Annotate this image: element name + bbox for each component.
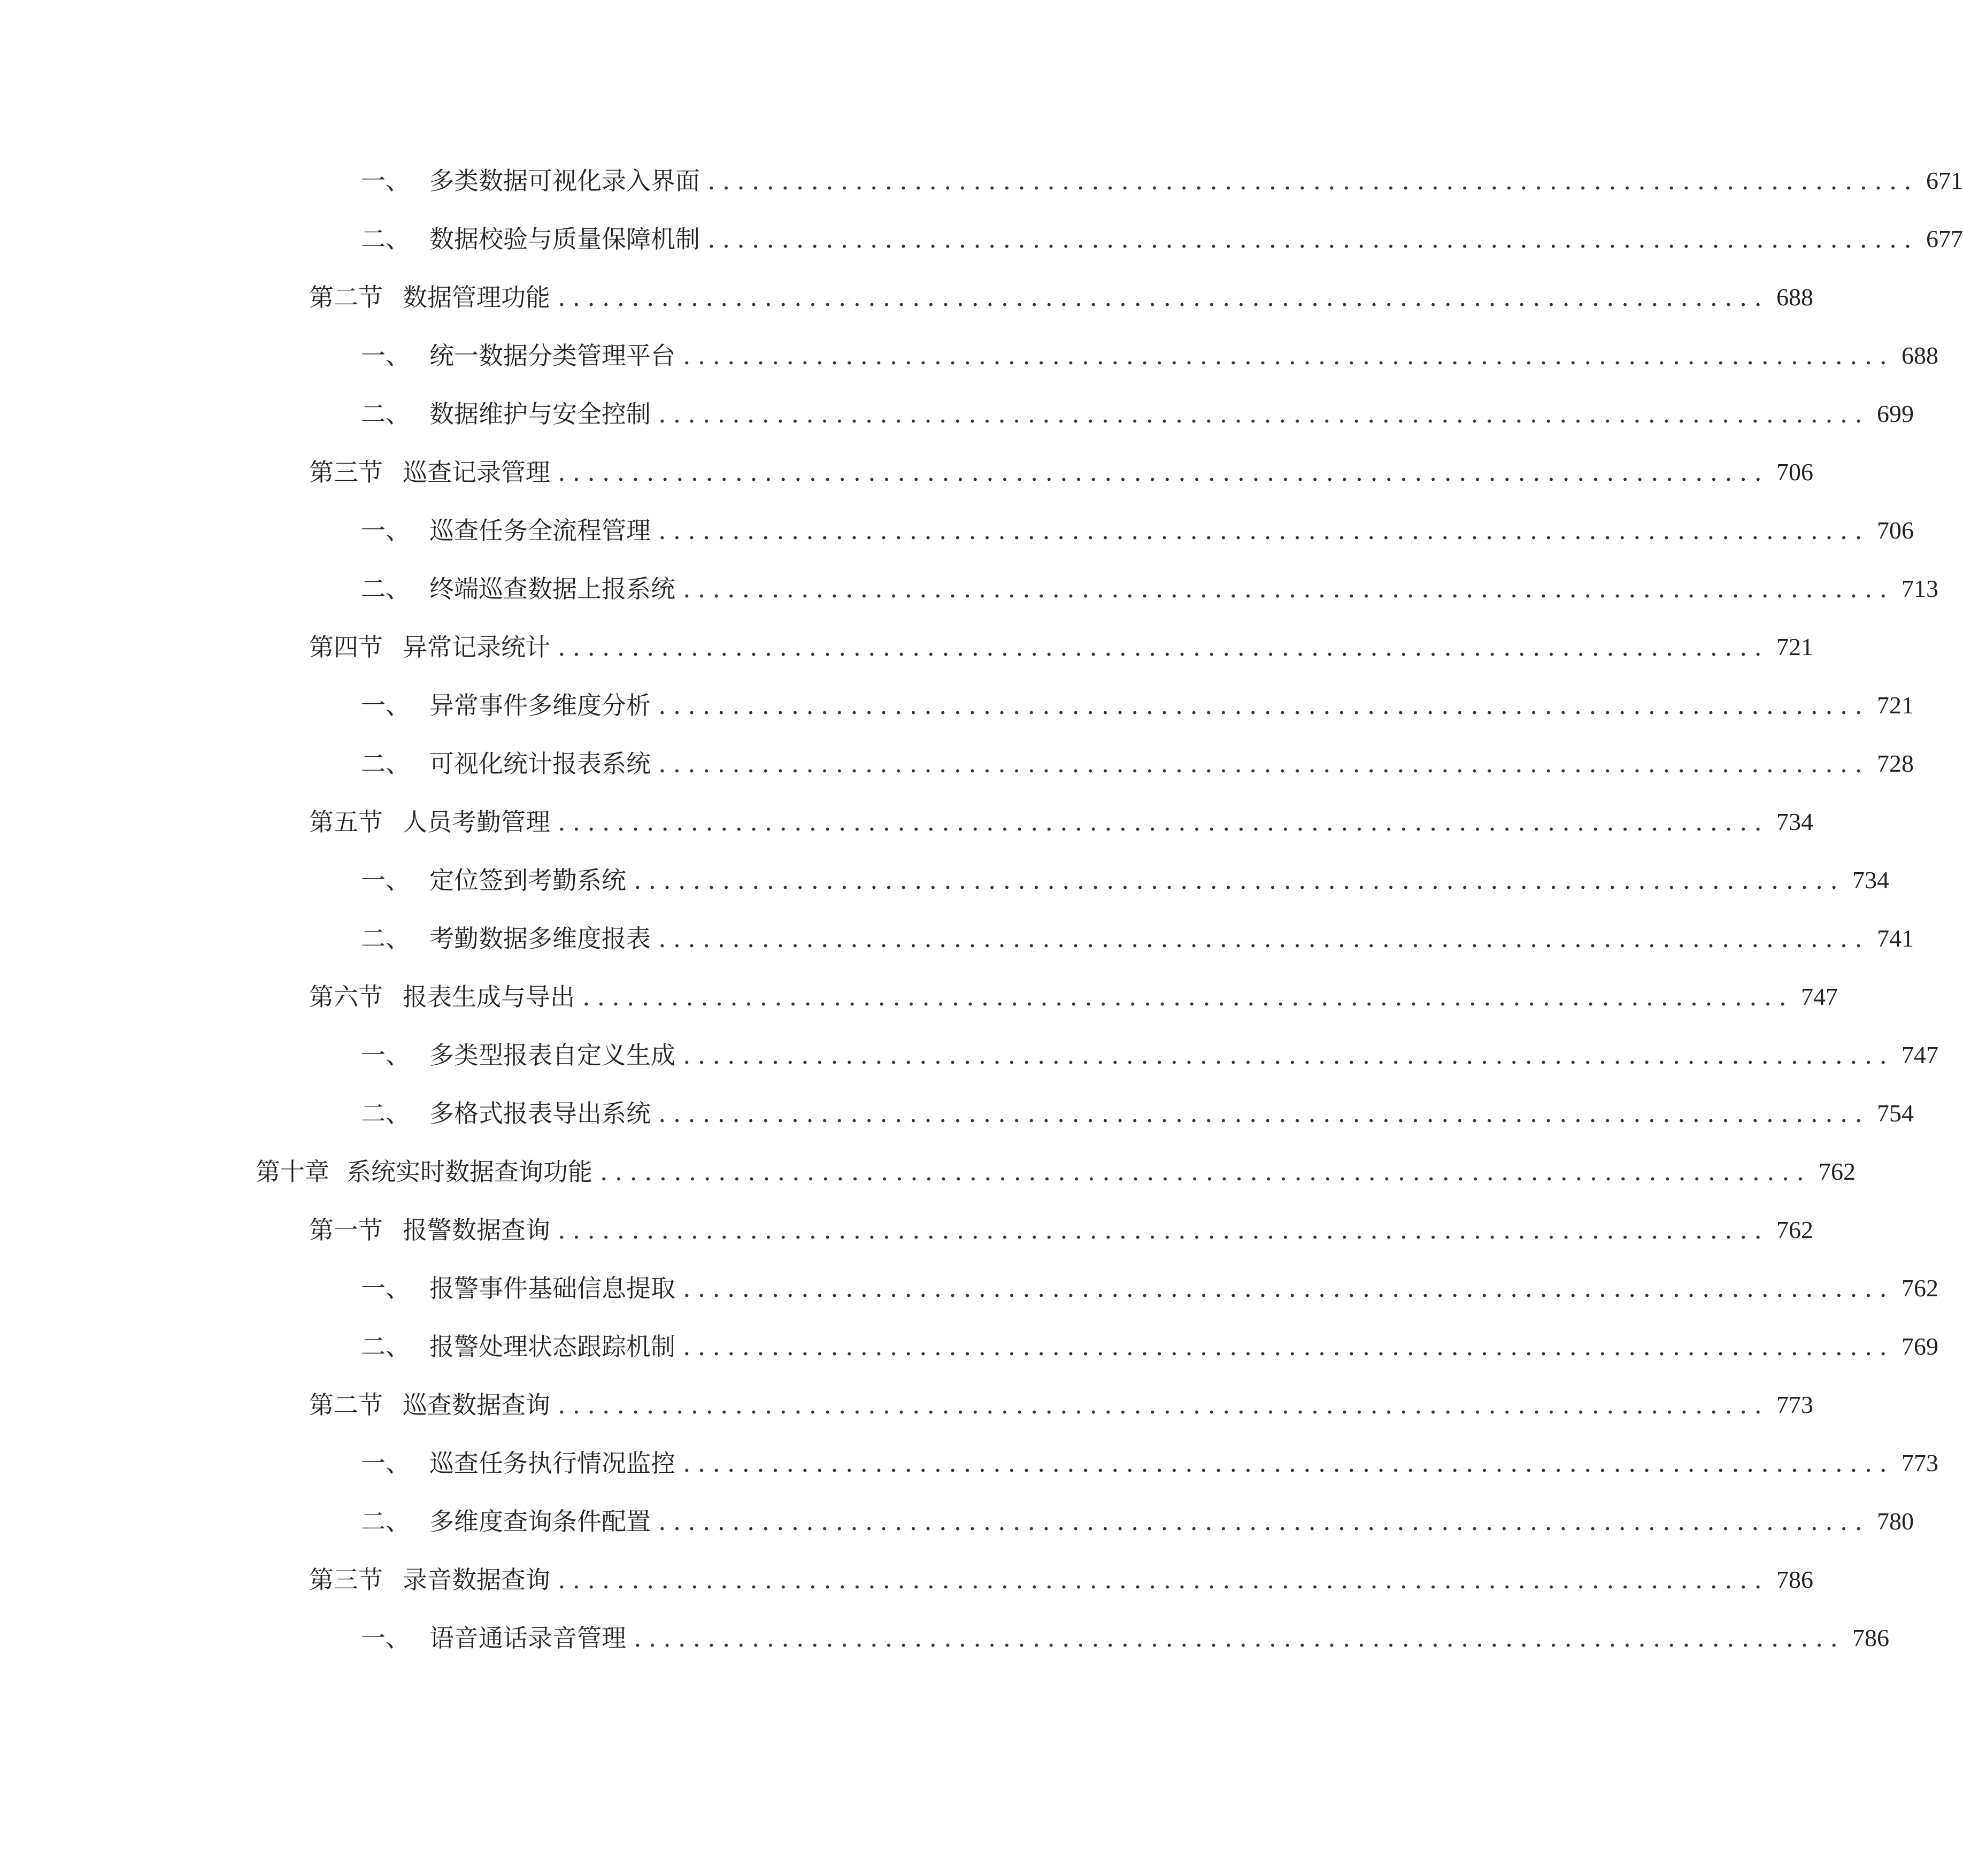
toc-entry-title: 终端巡查数据上报系统: [429, 574, 675, 603]
toc-entry-page: 699: [1877, 400, 1914, 427]
toc-entry-title: 报表生成与导出: [403, 982, 575, 1011]
toc-entry-title: 多维度查询条件配置: [429, 1507, 651, 1536]
toc-entry-page: 734: [1852, 866, 1890, 894]
dot-leader: ..................................................................................: [683, 574, 1895, 603]
toc-entry[interactable]: [309, 975, 1838, 1018]
toc-entry-number: 二、: [361, 399, 410, 428]
toc-entry-page: 688: [1902, 342, 1939, 369]
toc-entry-title: 报警数据查询: [403, 1216, 550, 1244]
toc-entry-number: 第五节: [309, 808, 383, 836]
dot-leader: ..................................................................................: [558, 1216, 1769, 1244]
toc-entry[interactable]: [361, 1325, 1939, 1368]
toc-entry-title: 报警处理状态跟踪机制: [429, 1332, 675, 1361]
toc-entry[interactable]: [361, 218, 1963, 260]
toc-entry-title: 统一数据分类管理平台: [429, 341, 675, 370]
toc-entry-number: 一、: [361, 1449, 410, 1478]
toc-entry-number: 第四节: [309, 633, 383, 662]
dot-leader: ..................................................................................: [634, 866, 1845, 895]
toc-entry[interactable]: [256, 1150, 1856, 1193]
toc-entry-number: 第三节: [309, 1565, 383, 1594]
toc-entry-title: 可视化统计报表系统: [429, 749, 651, 778]
toc-entry[interactable]: [361, 1442, 1939, 1485]
toc-entry-page: 706: [1877, 517, 1914, 544]
toc-entry-number: 二、: [361, 749, 410, 778]
dot-leader: ..................................................................................: [558, 1565, 1769, 1594]
toc-entry-title: 多格式报表导出系统: [429, 1099, 651, 1128]
toc-entry[interactable]: [361, 159, 1963, 202]
dot-leader: ..................................................................................: [683, 341, 1895, 370]
toc-entry-page: 728: [1877, 750, 1914, 777]
dot-leader: ..................................................................................: [683, 1041, 1895, 1070]
toc-entry-title: 巡查数据查询: [403, 1390, 550, 1419]
dot-leader: ..................................................................................: [658, 691, 1870, 720]
toc-entry-title: 异常记录统计: [403, 633, 550, 662]
toc-entry-number: 一、: [361, 691, 410, 720]
toc-entry-number: 一、: [361, 166, 410, 195]
toc-entry[interactable]: [309, 801, 1814, 843]
toc-entry-number: 第一节: [309, 1216, 383, 1244]
toc-entry-page: 713: [1902, 575, 1939, 602]
toc-entry-page: 671: [1926, 167, 1963, 194]
dot-leader: ..................................................................................: [658, 1507, 1870, 1536]
dot-leader: ..................................................................................: [558, 808, 1769, 836]
toc-entry-title: 考勤数据多维度报表: [429, 924, 651, 953]
toc-entry-title: 巡查记录管理: [403, 458, 550, 487]
dot-leader: ..................................................................................: [683, 1332, 1895, 1361]
toc-entry[interactable]: [361, 1034, 1939, 1077]
toc-entry-title: 数据维护与安全控制: [429, 399, 651, 428]
toc-entry[interactable]: [361, 567, 1939, 610]
toc-entry-page: 786: [1776, 1566, 1814, 1593]
toc-entry-page: 762: [1819, 1158, 1856, 1185]
dot-leader: ..................................................................................: [707, 225, 1919, 253]
toc-entry[interactable]: [361, 334, 1939, 377]
toc-entry-number: 一、: [361, 341, 410, 370]
toc-entry-page: 721: [1776, 633, 1814, 660]
toc-entry-number: 二、: [361, 1099, 410, 1128]
toc-entry-page: 786: [1852, 1624, 1890, 1651]
toc-entry-title: 语音通话录音管理: [429, 1624, 626, 1652]
toc-entry[interactable]: [309, 1558, 1814, 1601]
dot-leader: ..................................................................................: [558, 283, 1769, 312]
toc-entry-title: 巡查任务全流程管理: [429, 516, 651, 545]
toc-entry-page: 773: [1776, 1391, 1814, 1418]
toc-entry-page: 754: [1877, 1100, 1914, 1127]
toc-entry-number: 一、: [361, 866, 410, 895]
toc-entry[interactable]: [361, 684, 1914, 727]
toc-entry[interactable]: [361, 917, 1914, 960]
dot-leader: ..................................................................................: [683, 1449, 1895, 1478]
toc-entry[interactable]: [361, 393, 1914, 435]
dot-leader: ..................................................................................: [600, 1157, 1812, 1186]
toc-entry[interactable]: [361, 1267, 1939, 1310]
toc-entry-title: 多类数据可视化录入界面: [429, 166, 700, 195]
dot-leader: ..................................................................................: [707, 166, 1919, 195]
toc-entry-title: 巡查任务执行情况监控: [429, 1449, 675, 1478]
toc-entry-number: 一、: [361, 1041, 410, 1070]
toc-entry-title: 异常事件多维度分析: [429, 691, 651, 720]
toc-entry[interactable]: [361, 1092, 1914, 1135]
toc-entry-page: 734: [1776, 808, 1814, 835]
toc-entry[interactable]: [309, 276, 1814, 319]
dot-leader: ..................................................................................: [658, 516, 1870, 545]
toc-entry-title: 数据校验与质量保障机制: [429, 225, 700, 253]
toc-entry-title: 多类型报表自定义生成: [429, 1041, 675, 1070]
toc-entry-page: 677: [1926, 225, 1963, 252]
toc-entry-number: 一、: [361, 516, 410, 545]
toc-entry-number: 第三节: [309, 458, 383, 487]
toc-entry[interactable]: [309, 626, 1814, 668]
toc-entry-page: 762: [1902, 1274, 1939, 1302]
toc-entry-page: 747: [1801, 983, 1838, 1010]
toc-entry-page: 769: [1902, 1333, 1939, 1360]
toc-entry-page: 741: [1877, 925, 1914, 952]
toc-entry-title: 录音数据查询: [403, 1565, 550, 1594]
toc-entry-title: 系统实时数据查询功能: [347, 1157, 592, 1186]
toc-entry[interactable]: [361, 1617, 1890, 1659]
toc-entry[interactable]: [309, 1209, 1814, 1251]
dot-leader: ..................................................................................: [582, 982, 1794, 1011]
toc-entry[interactable]: [361, 509, 1914, 552]
toc-entry-number: 第二节: [309, 1390, 383, 1419]
toc-entry-number: 一、: [361, 1624, 410, 1652]
dot-leader: ..................................................................................: [683, 1274, 1895, 1303]
toc-entry-page: 721: [1877, 691, 1914, 719]
toc-entry-number: 一、: [361, 1274, 410, 1303]
toc-entry-number: 二、: [361, 1332, 410, 1361]
dot-leader: ..................................................................................: [658, 399, 1870, 428]
toc-entry[interactable]: [361, 742, 1914, 785]
toc-entry-title: 报警事件基础信息提取: [429, 1274, 675, 1303]
toc-entry-number: 二、: [361, 1507, 410, 1536]
dot-leader: ..................................................................................: [558, 1390, 1769, 1419]
toc-entry[interactable]: [309, 1383, 1814, 1426]
dot-leader: ..................................................................................: [558, 633, 1769, 662]
toc-entry-page: 762: [1776, 1216, 1814, 1243]
toc-entry-page: 706: [1776, 458, 1814, 486]
toc-entry[interactable]: [361, 1500, 1914, 1543]
toc-entry-number: 第十章: [256, 1157, 329, 1186]
toc-entry-title: 人员考勤管理: [403, 808, 550, 836]
dot-leader: ..................................................................................: [634, 1624, 1845, 1652]
toc-entry[interactable]: [309, 451, 1814, 494]
toc-entry-number: 二、: [361, 574, 410, 603]
toc-entry-page: 688: [1776, 283, 1814, 311]
toc-entry-number: 第二节: [309, 283, 383, 312]
dot-leader: ..................................................................................: [558, 458, 1769, 487]
toc-entry-number: 二、: [361, 924, 410, 953]
dot-leader: ..................................................................................: [658, 924, 1870, 953]
toc-entry-number: 第六节: [309, 982, 383, 1011]
dot-leader: ..................................................................................: [658, 749, 1870, 778]
dot-leader: ..................................................................................: [658, 1099, 1870, 1128]
toc-entry-title: 数据管理功能: [403, 283, 550, 312]
toc-entry-page: 747: [1902, 1041, 1939, 1068]
toc-entry-title: 定位签到考勤系统: [429, 866, 626, 895]
toc-entry-page: 780: [1877, 1508, 1914, 1535]
toc-entry-number: 二、: [361, 225, 410, 253]
toc-entry-page: 773: [1902, 1449, 1939, 1477]
toc-entry[interactable]: [361, 859, 1890, 902]
